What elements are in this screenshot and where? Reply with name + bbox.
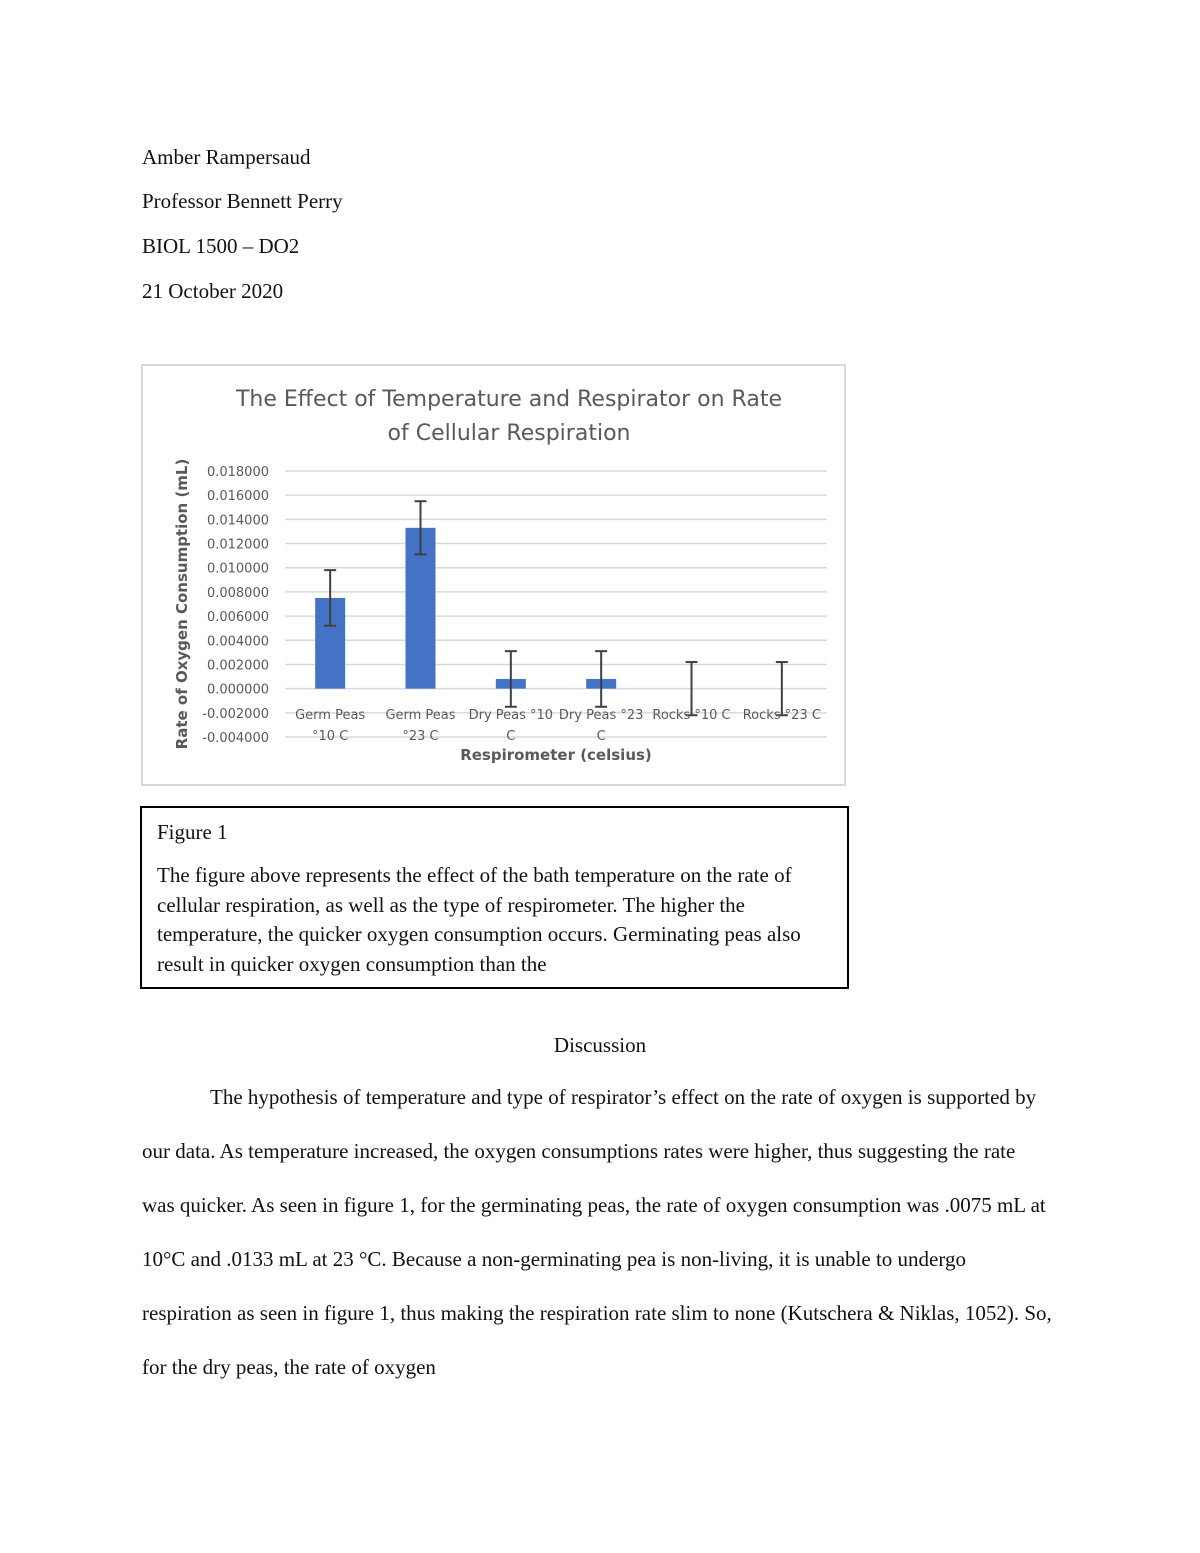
x-category-label: °10 C <box>312 728 349 744</box>
chart-title: The Effect of Temperature and Respirator on Rate <box>235 387 783 412</box>
chart-title: of Cellular Respiration <box>387 421 631 446</box>
discussion-paragraph: The hypothesis of temperature and type of respirator’s effect on the rate of oxygen is supported by our data. As temperature increased, the oxygen consumptions rates were higher, thus suggesting the rate was quicker. As seen in figure 1, for the germinating peas, the rate of oxygen consumption was .0075 mL at 10°C and .0133 mL at 23 °C. Because a non-germinating pea is non-living, it is unable to undergo respiration as seen in figure 1, thus making the respiration rate slim to none (Kutschera & Niklas, 1052). So, for the dry peas, the rate of oxygen <box>142 1085 1052 1379</box>
y-tick-label: 0.018000 <box>206 465 269 480</box>
y-tick-label: 0.004000 <box>206 634 269 650</box>
y-tick-label: -0.004000 <box>202 731 269 746</box>
y-tick-label: 0.014000 <box>206 513 269 529</box>
author-name: Amber Rampersaud <box>142 145 311 169</box>
x-category-label: Germ Peas <box>295 707 366 723</box>
y-tick-label: 0.006000 <box>206 610 269 626</box>
y-tick-label: 0.002000 <box>206 658 269 674</box>
figure-label: Figure 1 <box>157 820 228 844</box>
y-tick-label: 0.010000 <box>206 561 269 577</box>
document-date: 21 October 2020 <box>142 279 284 303</box>
y-tick-label: 0.008000 <box>206 585 269 601</box>
figure-caption-text: The figure above represents the effect of the bath temperature on the rate of cellular respiration, as well as the type of respirometer. The higher the temperature, the quicker oxygen consumption occurs. Germinating peas also result in quicker oxygen consumption than the <box>157 863 801 976</box>
professor-name: Professor Bennett Perry <box>142 189 343 213</box>
y-axis-title: Rate of Oxygen Consumption (mL) <box>173 458 191 750</box>
chart-container <box>141 364 846 786</box>
x-category-label: C <box>596 728 606 744</box>
x-category-label: Dry Peas °10 <box>468 707 554 723</box>
x-category-label: Dry Peas °23 <box>558 707 644 723</box>
x-category-label: Rocks °23 C <box>742 707 821 723</box>
x-category-label: Rocks °10 C <box>652 707 731 723</box>
course-code: BIOL 1500 – DO2 <box>142 234 300 258</box>
section-heading: Discussion <box>553 1033 647 1057</box>
y-tick-label: -0.002000 <box>202 706 269 722</box>
bar-chart <box>143 366 844 784</box>
figure-caption-box <box>140 806 849 989</box>
y-tick-label: 0.000000 <box>206 682 269 698</box>
y-tick-label: 0.012000 <box>206 537 269 553</box>
x-category-label: C <box>506 728 516 744</box>
x-axis-title: Respirometer (celsius) <box>460 746 652 764</box>
y-tick-label: 0.016000 <box>206 489 269 505</box>
x-category-label: °23 C <box>402 728 439 744</box>
x-category-label: Germ Peas <box>385 707 456 723</box>
